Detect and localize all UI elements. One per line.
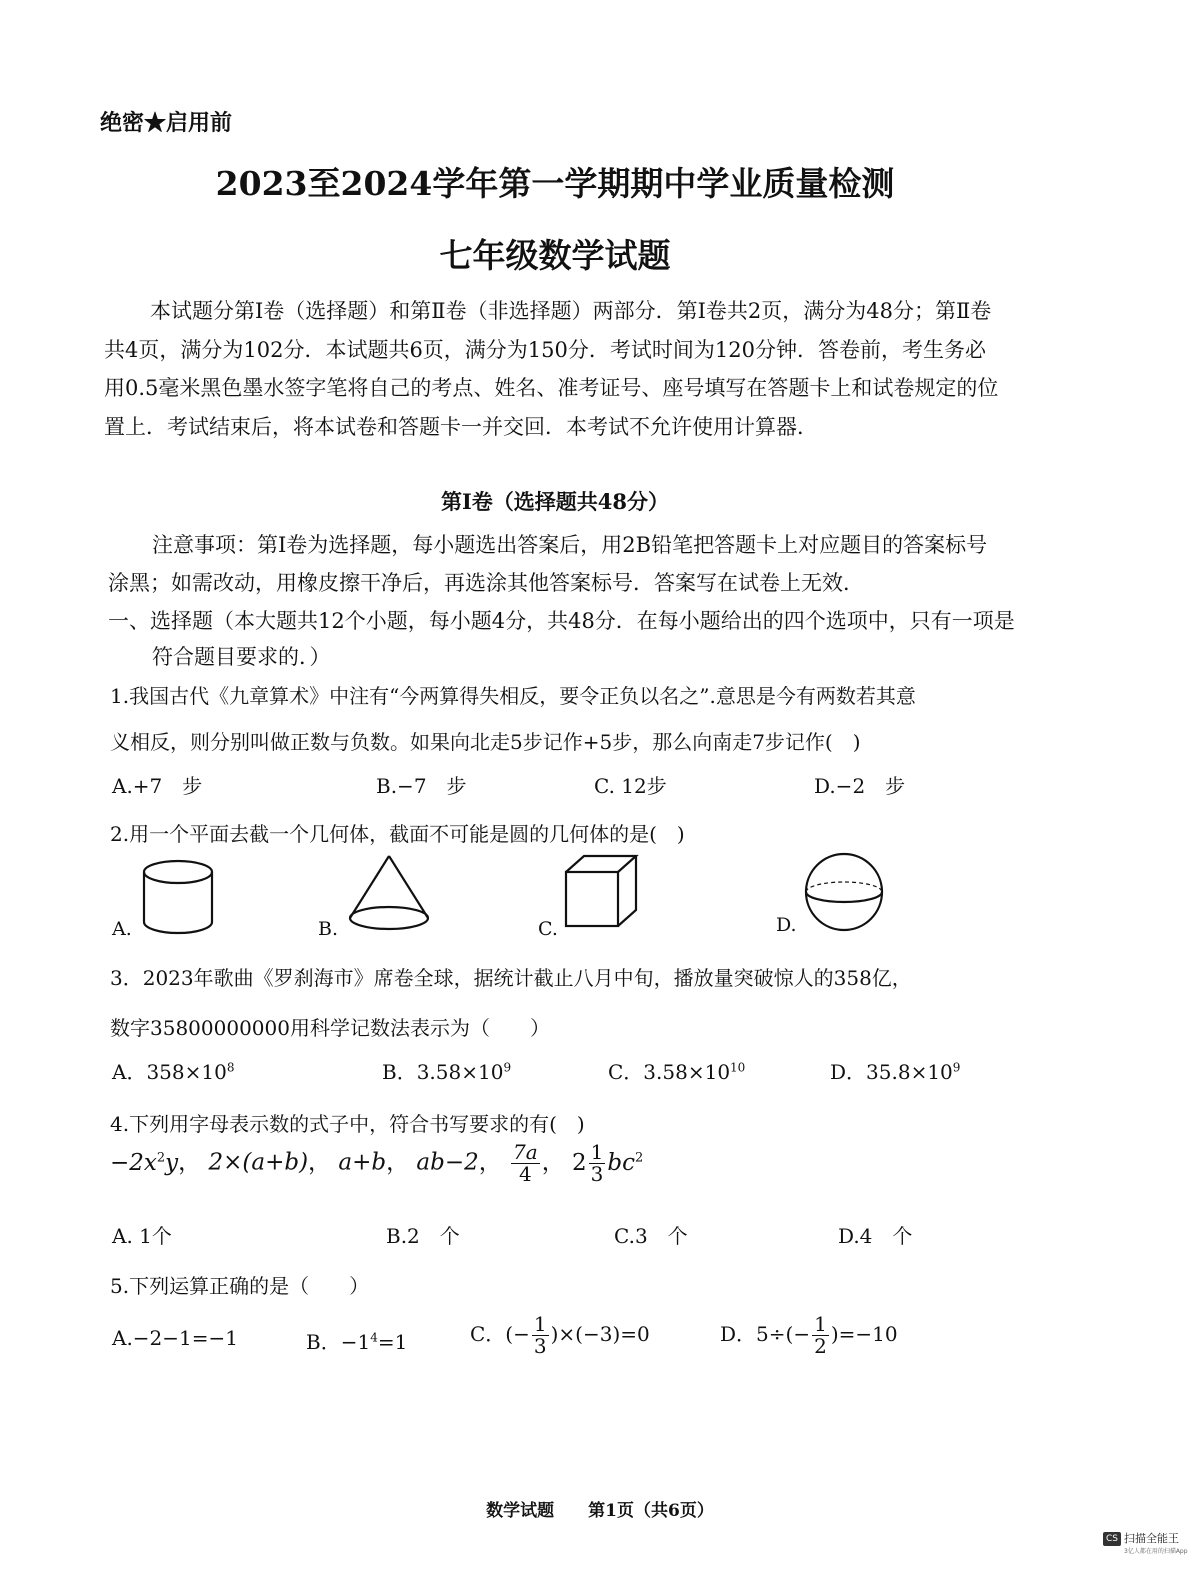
cone-icon xyxy=(344,852,434,934)
q1-option-a: A.+7 步 xyxy=(112,774,203,798)
q2-option-c: C. xyxy=(538,918,558,940)
exam-title: 2023至2024学年第一学期期中学业质量检测 xyxy=(215,164,895,203)
q3-option-c: C．$3.58\times 10^{10}$ xyxy=(608,1060,746,1084)
q5-option-d: D．5÷(− $\frac{1}{2}$ )=−10 xyxy=(720,1312,898,1358)
q4-option-b: B.2 个 xyxy=(386,1224,460,1248)
part-heading: 一、选择题（本大题共12个小题，每小题4分，共48分．在每小题给出的四个选项中，只有一项是符合题目要求的．） xyxy=(108,609,1015,669)
q4-expr-6: 2 $\frac{1}{3}$ $bc^2$ xyxy=(572,1140,644,1186)
scanner-app-name: 扫描全能王 xyxy=(1124,1532,1179,1545)
q4-expressions: $-2x^2y$， 2×(a+b)， a+b， ab−2， $\frac{7a}{4}$ ， 2 $\frac{1}{3}$ $bc^2$ xyxy=(110,1140,644,1186)
cube-icon xyxy=(562,852,642,932)
q4-stem: 4.下列用字母表示数的式子中，符合书写要求的有( ) xyxy=(110,1112,585,1136)
scanner-tagline: 3亿人都在用的扫描App xyxy=(1124,1548,1188,1555)
q1-option-b: B.−7 步 xyxy=(376,774,467,798)
q3-option-b: B．$3.58\times 10^9$ xyxy=(382,1060,512,1084)
exam-subtitle: 七年级数学试题 xyxy=(439,236,671,275)
q4-expr-5: $\frac{7a}{4}$ xyxy=(513,1140,538,1186)
q4-expr-4: ab−2 xyxy=(416,1149,479,1176)
q1-option-c: C. 12步 xyxy=(594,774,667,798)
q4-expr-2: 2×(a+b) xyxy=(208,1149,309,1176)
sphere-icon xyxy=(802,850,886,934)
q4-option-a: A. 1个 xyxy=(112,1224,172,1248)
q2-option-a: A. xyxy=(112,918,132,940)
q2-option-b: B. xyxy=(318,918,339,940)
q4-option-d: D.4 个 xyxy=(838,1224,913,1248)
q3-stem-line2: 数字35800000000用科学记数法表示为（ ） xyxy=(110,1016,550,1040)
scanner-logo-icon: CS xyxy=(1103,1532,1121,1546)
q5-option-b: B．$-1^4=1$ xyxy=(306,1330,408,1354)
section-title: 第Ⅰ卷（选择题共48分） xyxy=(440,489,670,514)
q1-option-d: D.−2 步 xyxy=(814,774,906,798)
q3-option-a: A．$358\times 10^8$ xyxy=(112,1060,235,1084)
q2-stem: 2.用一个平面去截一个几何体，截面不可能是圆的几何体的是( ) xyxy=(110,822,685,846)
q1-stem-line1: 1.我国古代《九章算术》中注有“今两算得失相反，要令正负以名之”.意思是今有两数若其意 xyxy=(110,684,916,708)
q3-stem-line1: 3．2023年歌曲《罗刹海市》席卷全球，据统计截止八月中旬，播放量突破惊人的358亿， xyxy=(110,966,912,990)
q4-option-c: C.3 个 xyxy=(614,1224,688,1248)
q2-option-d: D. xyxy=(776,914,797,936)
q4-expr-3: a+b xyxy=(338,1149,387,1176)
q5-stem: 5.下列运算正确的是（ ） xyxy=(110,1274,370,1298)
exam-instructions: 本试题分第Ⅰ卷（选择题）和第Ⅱ卷（非选择题）两部分．第Ⅰ卷共2页，满分为48分；第Ⅱ卷共4页，满分为102分．本试题共6页，满分为150分．考试时间为120分钟．答卷前，考生务必用0.5毫米黑色墨水签字笔将自己的考点、姓名、准考证号、座号填写在答题卡上和试卷规定的位置上．考试结束后，将本试卷和答题卡一并交回．本考试不允许使用计算器． xyxy=(104,299,999,439)
page-footer: 数学试题 第1页（共6页） xyxy=(486,1501,714,1521)
section-notice: 注意事项：第Ⅰ卷为选择题，每小题选出答案后，用2B铅笔把答题卡上对应题目的答案标号涂黑；如需改动，用橡皮擦干净后，再选涂其他答案标号．答案写在试卷上无效． xyxy=(108,533,988,595)
q1-stem-line2: 义相反，则分别叫做正数与负数。如果向北走5步记作+5步，那么向南走7步记作( ) xyxy=(110,730,861,754)
q5-option-c: C．(− $\frac{1}{3}$ )×(−3)=0 xyxy=(470,1312,650,1358)
cylinder-icon xyxy=(138,858,218,938)
secret-mark: 绝密★启用前 xyxy=(100,110,233,136)
q4-expr-1: $-2x^2y$ xyxy=(110,1149,179,1176)
q3-option-d: D．$35.8\times 10^9$ xyxy=(830,1060,961,1084)
q5-option-a: A.−2−1=−1 xyxy=(112,1326,239,1350)
